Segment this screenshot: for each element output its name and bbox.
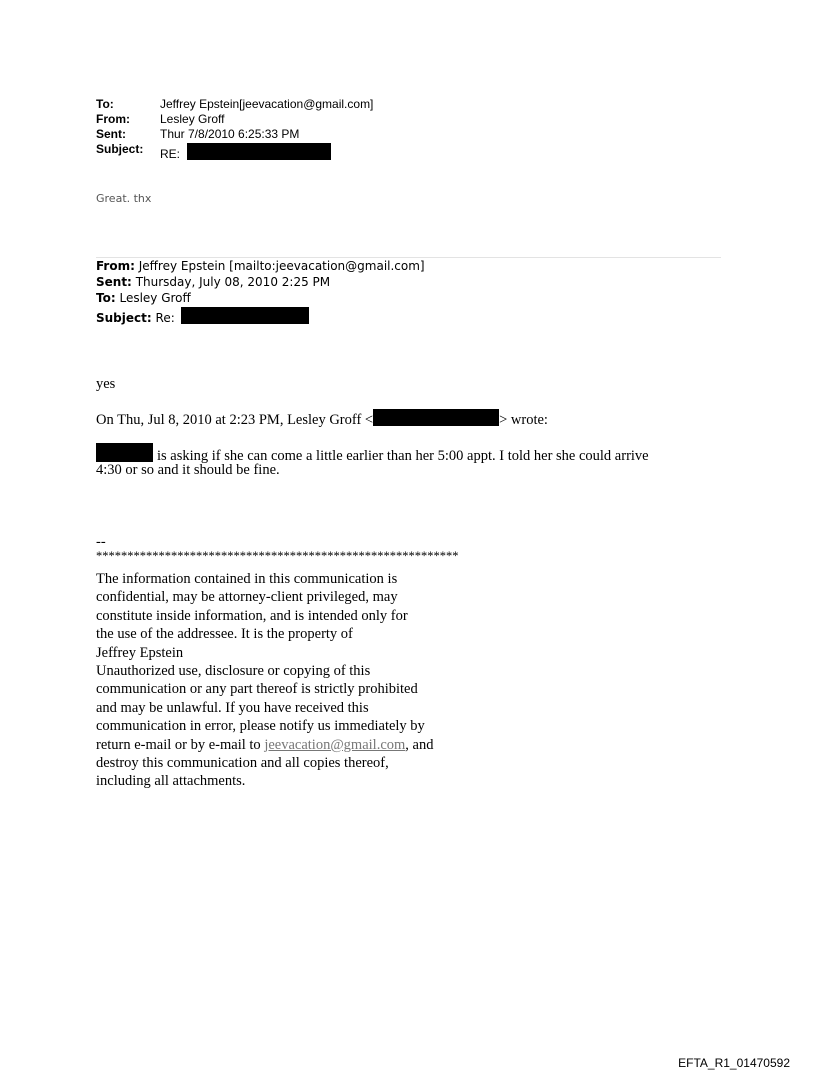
disclaimer-line: confidential, may be attorney-client privileged, may [96, 589, 398, 606]
disclaimer-line: constitute inside information, and is intended only for [96, 607, 408, 624]
disclaimer-line: destroy this communication and all copies thereof, [96, 755, 389, 772]
signature-stars: ********************************************************** [96, 549, 459, 563]
quoted-from-row [96, 259, 425, 273]
quoted-subject-label: Subject: [96, 311, 152, 325]
wrote-suffix: > wrote: [499, 412, 548, 428]
quoted-to-row [96, 291, 191, 305]
disclaimer-line: Jeffrey Epstein [96, 644, 184, 661]
signature-dashes: -- [96, 534, 106, 550]
subject-prefix: RE: [160, 147, 181, 161]
divider [96, 257, 721, 258]
disclaimer [96, 570, 433, 791]
message-text-1: is asking if she can come a little earlier than her 5:00 appt. I told her she could arrive [157, 448, 649, 464]
redaction-box [96, 443, 153, 462]
quoted-from-label: From: [96, 259, 135, 273]
quoted-subject-row [96, 307, 309, 325]
from-value: Lesley Groff [160, 112, 225, 126]
wrote-prefix: On Thu, Jul 8, 2010 at 2:23 PM, Lesley Groff < [96, 412, 374, 428]
body-yes: yes [96, 376, 116, 392]
disclaimer-line [96, 736, 433, 754]
disclaimer-line: The information contained in this communication is [96, 571, 398, 587]
subject-value [160, 143, 331, 160]
subject-label: Subject: [96, 142, 144, 156]
quoted-from-value: Jeffrey Epstein [mailto:jeevacation@gmail.com] [138, 259, 425, 273]
disclaimer-line: communication in error, please notify us immediately by [96, 718, 425, 735]
disclaimer-line: the use of the addressee. It is the property of [96, 626, 353, 643]
disclaimer-line-suffix: , and [405, 736, 434, 753]
to-label: To: [96, 97, 114, 111]
quoted-to-label: To: [96, 291, 116, 305]
redaction-box [181, 307, 309, 324]
disclaimer-line: including all attachments. [96, 773, 246, 790]
email-link[interactable]: jeevacation@gmail.com [264, 736, 406, 753]
document-id: EFTA_R1_01470592 [678, 1056, 790, 1070]
quoted-sent-row [96, 275, 330, 289]
quoted-sent-label: Sent: [96, 275, 132, 289]
disclaimer-line: communication or any part thereof is strictly prohibited [96, 681, 418, 698]
message-line-2: 4:30 or so and it should be fine. [96, 462, 280, 478]
to-value: Jeffrey Epstein[jeevacation@gmail.com] [160, 97, 374, 111]
quoted-subject-value: Re: [155, 311, 175, 325]
redaction-box [373, 409, 499, 426]
disclaimer-line-prefix: return e-mail or by e-mail to [96, 736, 265, 753]
redaction-box [187, 143, 331, 160]
disclaimer-line: and may be unlawful. If you have received this [96, 699, 369, 716]
wrote-line [96, 409, 548, 429]
sent-value: Thur 7/8/2010 6:25:33 PM [160, 127, 300, 141]
sent-label: Sent: [96, 127, 126, 141]
quoted-sent-value: Thursday, July 08, 2010 2:25 PM [135, 275, 331, 289]
from-label: From: [96, 112, 130, 126]
quoted-to-value: Lesley Groff [119, 291, 191, 305]
reply-text: Great. thx [96, 192, 152, 205]
disclaimer-line: Unauthorized use, disclosure or copying of this [96, 663, 371, 680]
